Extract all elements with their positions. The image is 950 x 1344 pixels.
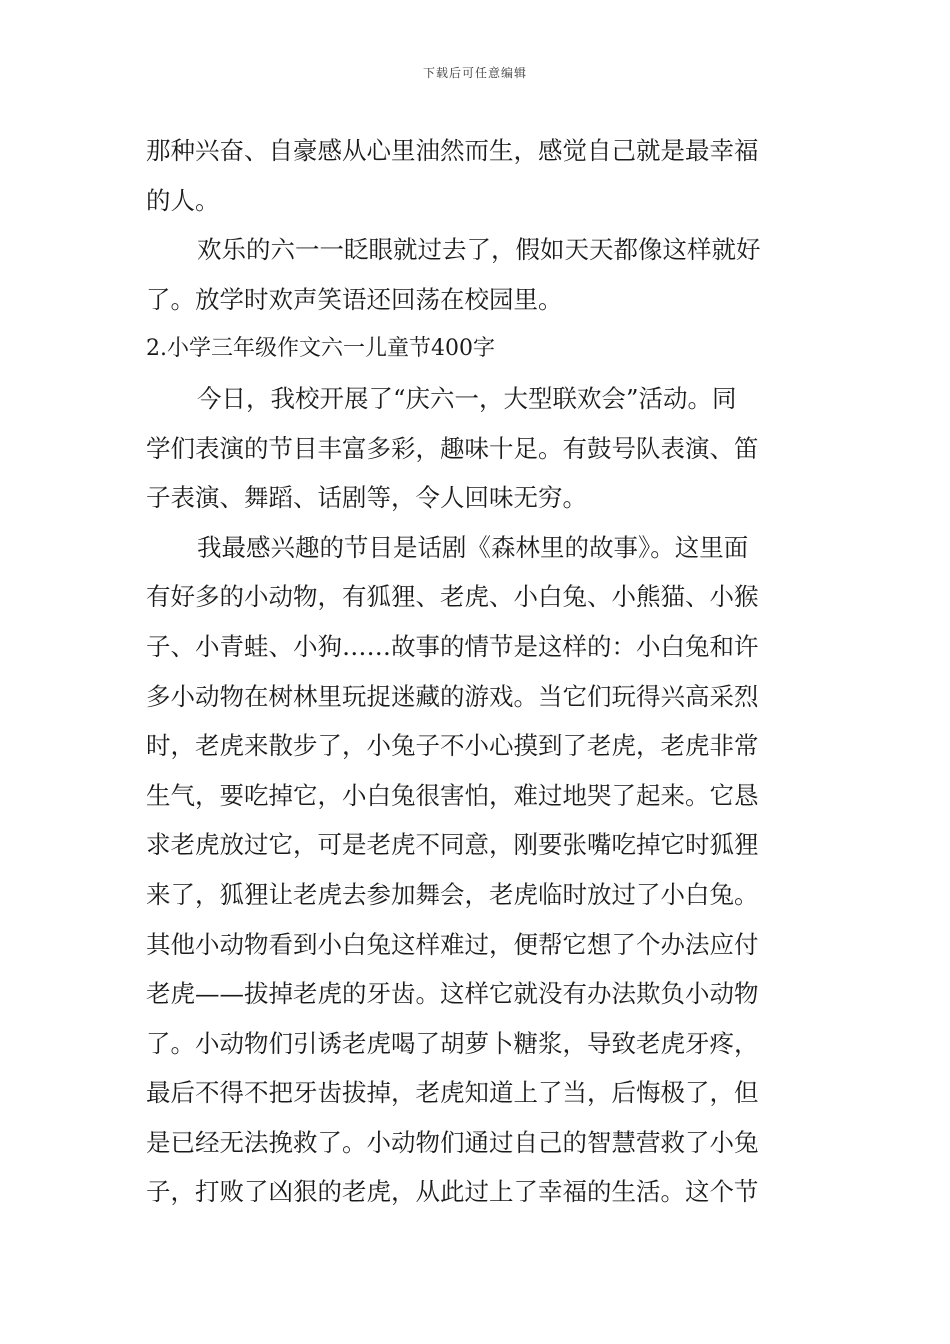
text-line: 我最感兴趣的节目是话剧《森林里的故事》。这里面	[197, 532, 749, 562]
text-line: 欢乐的六一一眨眼就过去了，假如天天都像这样就好	[197, 235, 761, 265]
text-line: 生气，要吃掉它，小白兔很害怕，难过地哭了起来。它恳	[146, 780, 759, 810]
text-line: 老虎——拔掉老虎的牙齿。这样它就没有办法欺负小动物	[146, 979, 759, 1009]
text-line: 多小动物在树林里玩捉迷藏的游戏。当它们玩得兴高采烈	[146, 681, 759, 711]
text-line: 其他小动物看到小白兔这样难过，便帮它想了个办法应付	[146, 929, 759, 959]
text-line: 是已经无法挽救了。小动物们通过自己的智慧营救了小兔	[146, 1127, 759, 1157]
text-line: 子表演、舞蹈、话剧等，令人回味无穷。	[146, 483, 587, 513]
text-line: 最后不得不把牙齿拔掉，老虎知道上了当，后悔极了，但	[146, 1078, 759, 1108]
document-body	[146, 126, 810, 1217]
text-line: 今日，我校开展了“庆六一，大型联欢会”活动。同	[197, 383, 737, 413]
text-line: 子、小青蛙、小狗……故事的情节是这样的：小白兔和许	[146, 631, 759, 661]
text-line: 了。放学时欢声笑语还回荡在校园里。	[146, 284, 563, 314]
text-line: 学们表演的节目丰富多彩，趣味十足。有鼓号队表演、笛	[146, 433, 759, 463]
text-line: 求老虎放过它，可是老虎不同意，刚要张嘴吃掉它时狐狸	[146, 830, 759, 860]
page-header: 下载后可任意编辑	[422, 66, 527, 80]
text-line: 来了，狐狸让老虎去参加舞会，老虎临时放过了小白兔。	[146, 879, 759, 909]
text-line: 了。小动物们引诱老虎喝了胡萝卜糖浆，导致老虎牙疼，	[146, 1028, 759, 1058]
text-line: 时，老虎来散步了，小兔子不小心摸到了老虎，老虎非常	[146, 731, 759, 761]
text-line: 那种兴奋、自豪感从心里油然而生，感觉自己就是最幸福	[146, 136, 759, 165]
text-line: 的人。	[146, 185, 220, 215]
text-line: 有好多的小动物，有狐狸、老虎、小白兔、小熊猫、小猴	[146, 582, 759, 612]
text-line: 子，打败了凶狠的老虎，从此过上了幸福的生活。这个节	[146, 1177, 759, 1207]
section-heading: 2.小学三年级作文六一儿童节400字	[146, 336, 495, 362]
